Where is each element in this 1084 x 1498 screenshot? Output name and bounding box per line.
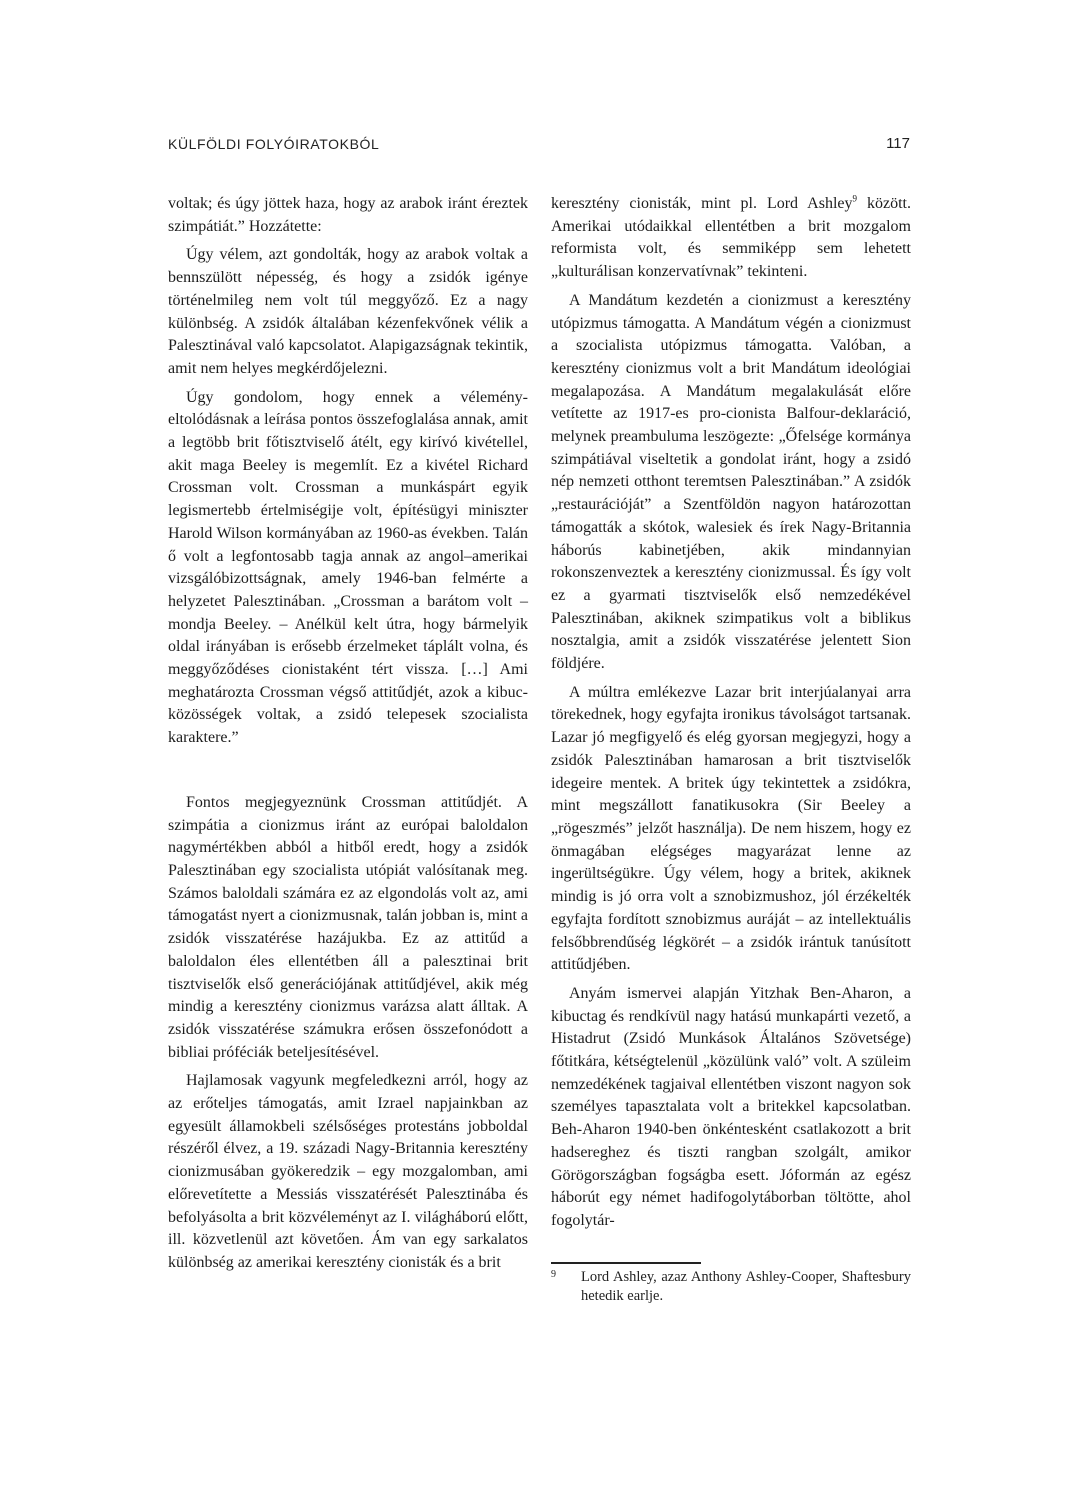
right-column — [551, 193, 911, 1233]
paragraph: Fontos megjegyeznünk Crossman attitűdjét. A szimpátia a cionizmus iránt az európai baloldalon nagymértékben abból a hitből eredt, hogy a zsidók Palesztinában egy szocialista utópiát valósítanak meg. Számos baloldali számára ez az elgondolás volt az, ami támogatást nyert a cionizmusnak, talán jobban is, mint a zsidók visszatérése hazájukba. Ez az attitűd a baloldalon éles ellentétben áll a palesztinai brit tisztviselők első generációjának attitűdjével, akik még mindig a keresztény cionizmus varázsa alatt álltak. A zsidók visszatérése számukra erősen összefonódott a bibliai próféciák beteljesítésével. — [168, 793, 528, 1061]
footnote-text: Lord Ashley, azaz Anthony Ashley-Cooper, Shaftesbury hetedik earlje. — [581, 1269, 911, 1304]
footnote-number: 9 — [551, 1269, 556, 1280]
page-number: 117 — [886, 135, 910, 152]
footnote-separator — [551, 1262, 701, 1264]
paragraph: A múltra emlékezve Lazar brit interjúalanyai arra törekednek, hogy egyfajta ironikus távolságot tartsanak. Lazar jó megfigyelő és elég gyorsan megjegyzi, hogy a zsidók Palesztinában hamarosan a brit tisztviselők idegeire mentek. A britek úgy tekintettek a zsidókra, mint megszállott fanatikusokra (Sir Beeley a „rögeszmés” jelzőt használja). De nem hiszem, hogy ez önmagában elégséges magyarázat lenne az ingerültségükre. Úgy vélem, hogy a britek, akiknek mindig is jó orra volt a sznobizmushoz, jól érzékelték egyfajta fordított sznobizmus auráját – az intellektuális felsőbbrendűség légkörét – a zsidók irántuk tanúsított attitűdjében. — [551, 683, 911, 974]
paragraph: Úgy vélem, azt gondolták, hogy az arabok voltak a bennszülött népesség, és hogy a zsidók igénye történelmileg nem volt túl meggyőző. Ez a nagy különbség. A zsidók általában kézenfekvőnek vélik a Palesztinával való kapcsolatot. Alapigazságnak tekintik, amit nem helyes megkérdőjelezni. — [168, 246, 528, 377]
paragraph-text: keresztény cionisták, mint pl. Lord Ashley$^9$ között. Amerikai utódaikkal ellentétben a brit mozgalom reformista volt, és semmiképp sem lehetett „kulturálisan konzervatívnak” tekinteni. — [551, 193, 911, 281]
paragraph-with-footnote-ref — [551, 193, 911, 284]
left-column — [168, 193, 528, 1275]
paragraph: Hajlamosak vagyunk megfeledkezni arról, hogy az az erőteljes támogatás, amit Izrael napjainkban az egyesült államokbeli szélsőséges protestáns jobboldal részéről élvez, a 19. századi Nagy-Britannia keresztény cionizmusában gyökeredzik – egy mozgalomban, ami előrevetítette a Messiás visszatérését Palesztinába és befolyásolta a brit közvéleményt az I. világháború előtt, ill. közvetlenül azt követően. Ám van egy sarkalatos különbség az amerikai keresztény cionisták és a brit — [168, 1072, 528, 1271]
footnote-reference: 9 — [852, 193, 857, 204]
paragraph: Anyám ismervei alapján Yitzhak Ben-Aharon, a kibuctag és rendkívül nagy hatású munkapárti vezető, a Histadrut (Zsidó Munkások Általános Szövetsége) főtitkára, kétségtelenül „közülünk való” volt. A szüleim nemzedékének tagjaival ellentétben viszont nagyon sok személyes tapasztalata volt a britekkel kapcsolatban. Beh-Aharon 1940-ben önkéntesként csatlakozott a brit hadsereghez és tiszti rangban szolgált, amikor Görögországban fogságba esett. Jóformán az egész háborút egy német hadifogolytáborban töltötte, ahol fogolytár- — [551, 984, 911, 1229]
paragraph: A Mandátum kezdetén a cionizmust a keresztény utópizmus támogatta. A Mandátum végén a cionizmust a szocialista utópizmus támogatta. Valóban, a keresztény cionizmus volt a brit Mandátum ideológiai megalapozása. A Mandátum megalakulását előre vetítette az 1917-es pro-cionista Balfour-deklaráció, melynek preambuluma leszögezte: „Őfelsége kormánya szimpátiával viseltetik a gondolat iránt, hogy a zsidó nép nemzeti otthont teremtsen Palesztinában.” A zsidók „restaurációját” a Szentföldön nagyon határozottan támogatták a skótok, walesiek és írek Nagy-Britannia háborús kabinetjében, akik mindannyian rokonszenveztek a keresztény cionizmussal. És így volt ez a gyarmati tisztviselők első nemzedékével Palesztinában, akiknek szimpatikus volt a biblikus nosztalgia, amit a zsidók visszatérése jelentett Sion földjére. — [551, 291, 911, 673]
paragraph: voltak; és úgy jöttek haza, hogy az arabok iránt éreztek szimpátiát.” Hozzátette: — [168, 195, 528, 235]
running-title: KÜLFÖLDI FOLYÓIRATOKBÓL — [168, 136, 380, 152]
paragraph: Úgy gondolom, hogy ennek a vélemény-eltolódásnak a leírása pontos összefoglalása annak, amit a legtöbb brit főtisztviselő átélt, egy kirívó kivétellel, akit maga Beeley is megemlít. Ez a kivétel Richard Crossman volt. Crossman a munkáspárt egyik legismertebb értelmiségije volt, építésügyi miniszter Harold Wilson kormányában az 1960-as években. Talán ő volt a legfontosabb tagja annak az angol–amerikai vizsgálóbizottságnak, amely 1946-ban felmérte a helyzetet Palesztinában. „Crossman a barátom volt – mondja Beeley. – Anélkül kelt útra, hogy bármelyik oldal irányában is erősebb érzelmeket táplált volna, és meggyőződéses cionistaként tért vissza. […] Ami meghatározta Crossman végső attitűdjét, azok a kibuc-közösségek voltak, a zsidó telepesek szocialista karaktere.” — [168, 388, 528, 747]
footnote — [551, 1268, 911, 1306]
